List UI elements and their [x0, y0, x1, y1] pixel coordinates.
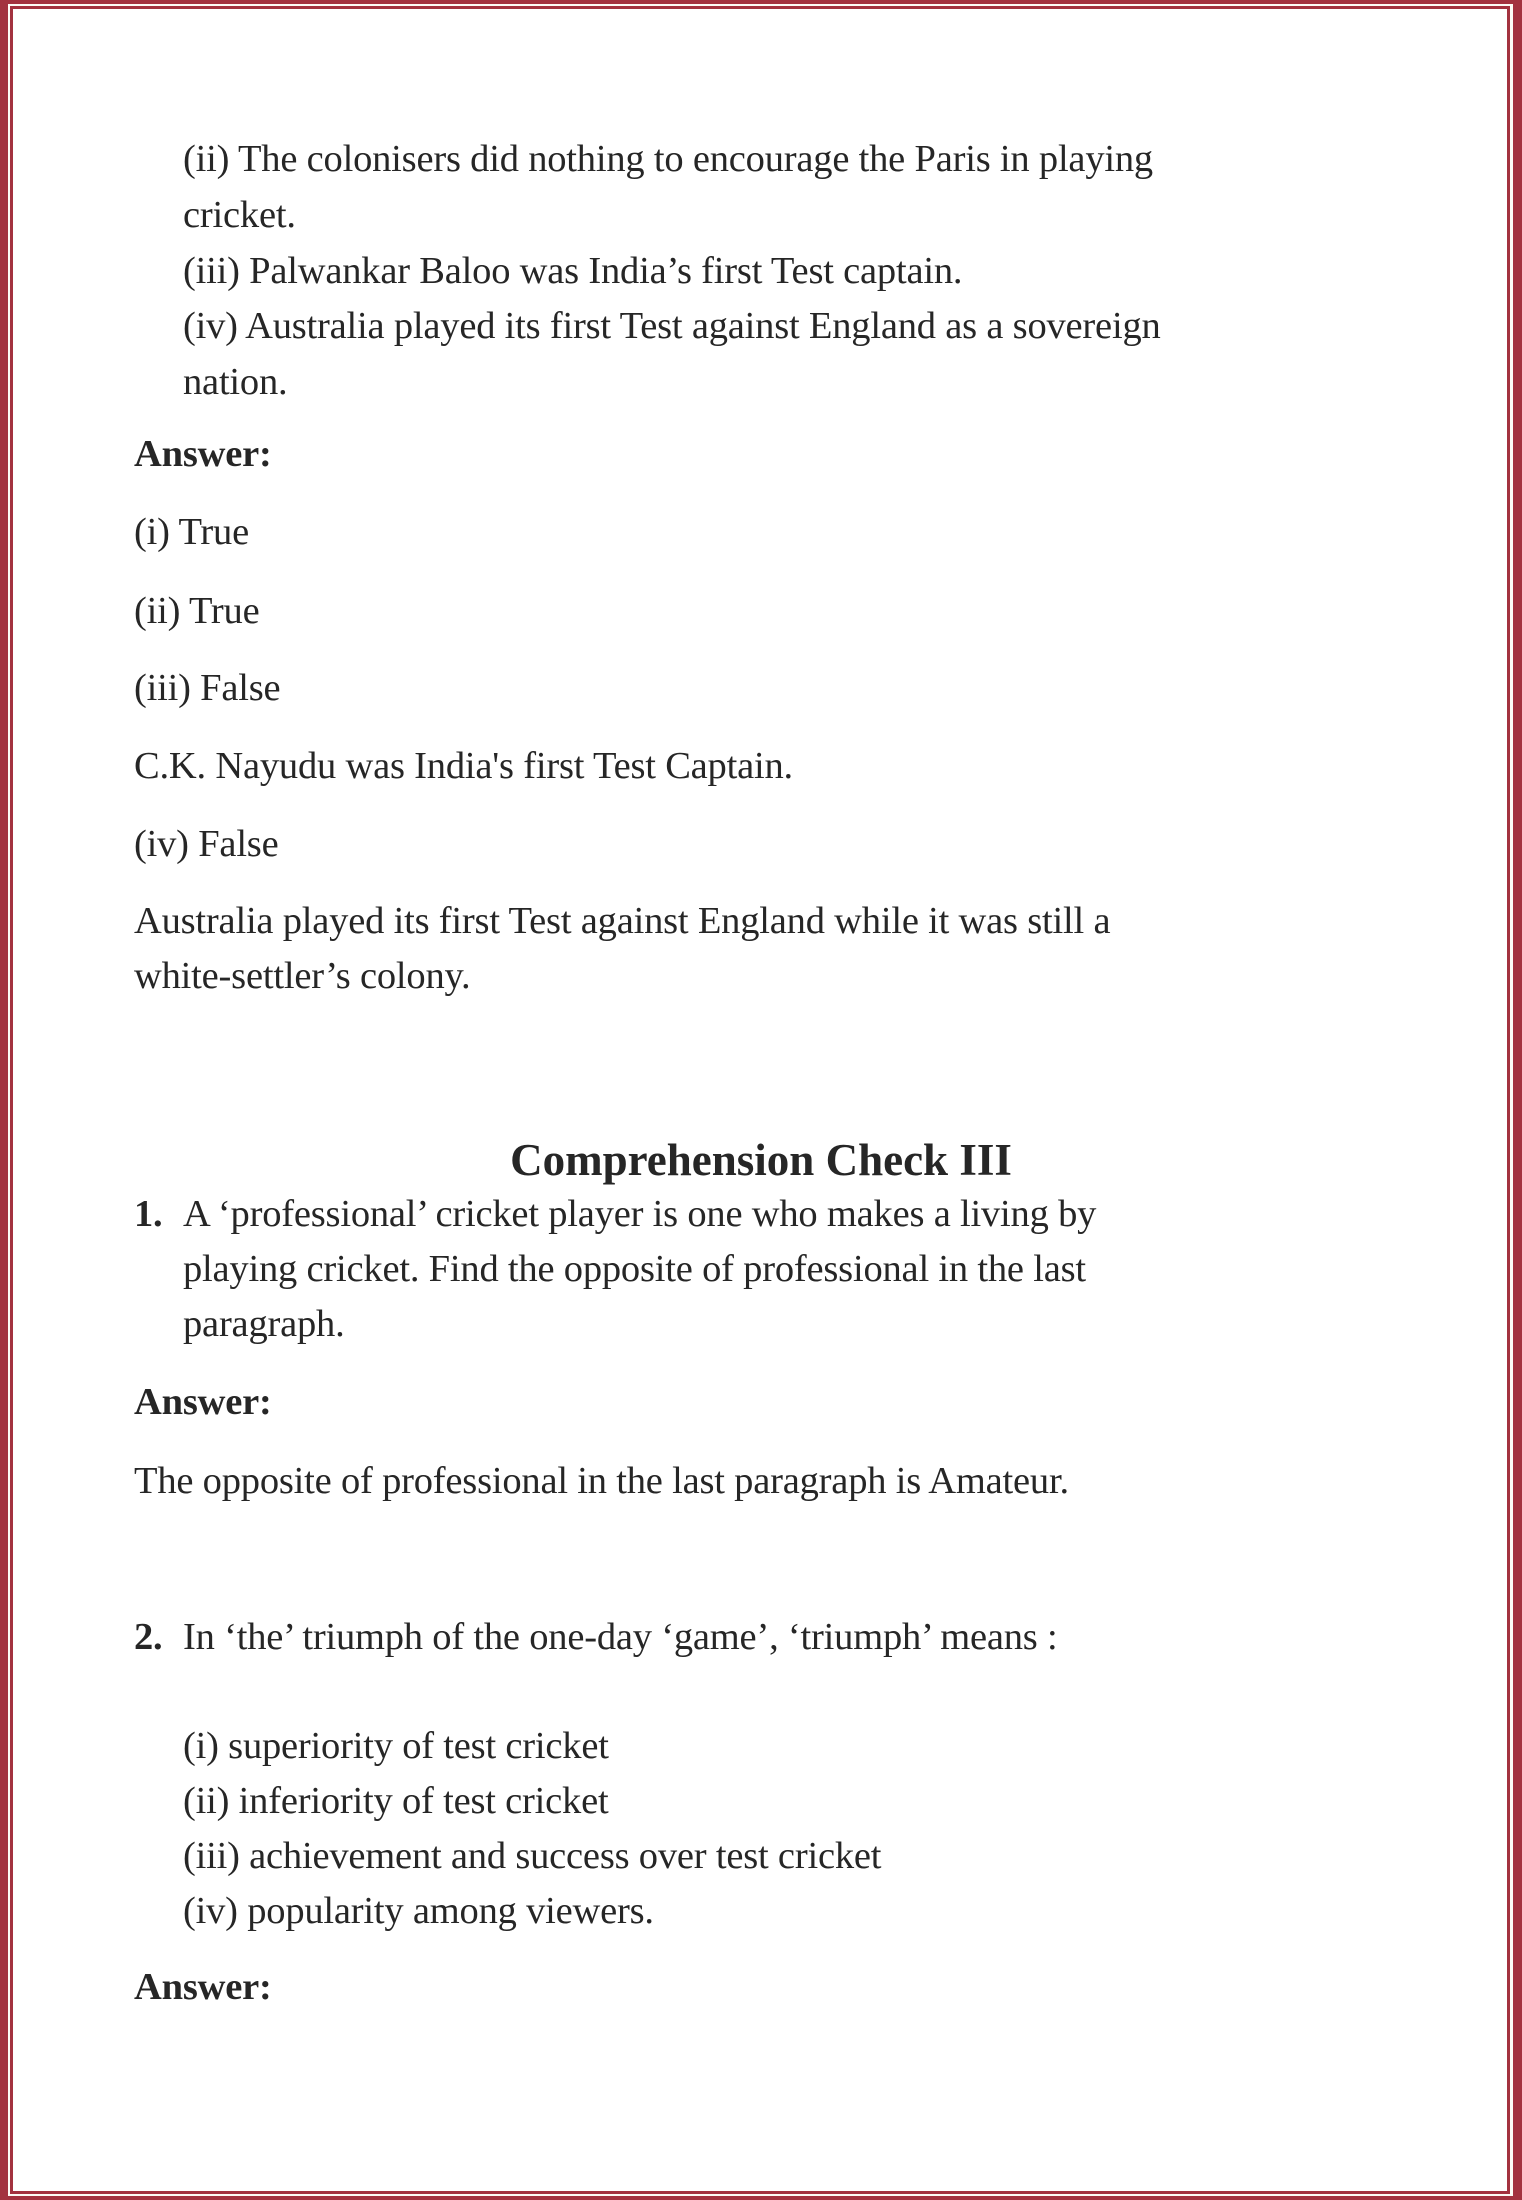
statement-iii: (iii) Palwankar Baloo was India’s first Test captain. — [183, 250, 963, 292]
answer-line: (iv) False — [134, 823, 279, 865]
question-number: 2. — [134, 1616, 163, 1658]
question-text: A ‘professional’ cricket player is one who makes a living by — [183, 1193, 1097, 1235]
question-2-option: (iii) achievement and success over test cricket — [183, 1835, 882, 1877]
answer-line: Australia played its first Test against England while it was still a — [134, 900, 1111, 942]
statement-ii-line-2: cricket. — [183, 194, 296, 236]
answer-line: (i) True — [134, 511, 249, 553]
question-1-answer: The opposite of professional in the last paragraph is Amateur. — [134, 1460, 1069, 1502]
question-text: In ‘the’ triumph of the one-day ‘game’, ‘triumph’ means : — [183, 1616, 1058, 1658]
question-2-answer-label: Answer: — [134, 1966, 272, 2008]
section-heading: Comprehension Check III — [510, 1135, 1012, 1185]
question-2-option: (iv) popularity among viewers. — [183, 1890, 654, 1932]
question-number: 1. — [134, 1193, 163, 1235]
question-1-line-2: playing cricket. Find the opposite of professional in the last — [183, 1248, 1086, 1290]
answer-line: C.K. Nayudu was India's first Test Captain. — [134, 745, 793, 787]
statement-iv-line-1: (iv) Australia played its first Test against England as a sovereign — [183, 305, 1161, 347]
answer-line: (iii) False — [134, 667, 281, 709]
answer-label: Answer: — [134, 433, 272, 475]
question-1-line-3: paragraph. — [183, 1303, 345, 1345]
statement-ii-line-1: (ii) The colonisers did nothing to encourage the Paris in playing — [183, 138, 1153, 180]
statement-iv-line-2: nation. — [183, 361, 288, 403]
answer-line: (ii) True — [134, 590, 260, 632]
question-2-line-1 — [134, 1618, 1058, 1657]
question-2-option: (i) superiority of test cricket — [183, 1725, 609, 1767]
question-2-option: (ii) inferiority of test cricket — [183, 1780, 609, 1822]
question-1-answer-label: Answer: — [134, 1381, 272, 1423]
answer-line: white-settler’s colony. — [134, 955, 471, 997]
question-1-line-1 — [134, 1195, 1096, 1234]
